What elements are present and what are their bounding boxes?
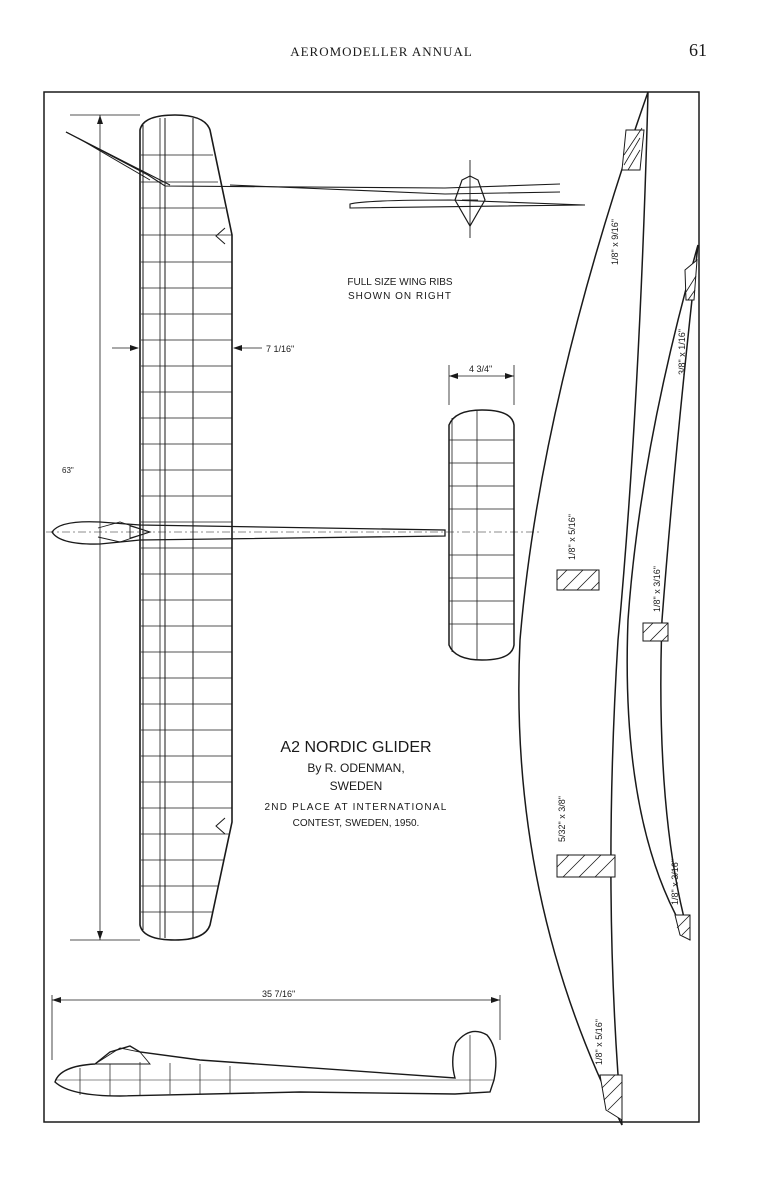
wing-plan-view: [140, 115, 232, 940]
main-rib-front-spar-label: 1/8" x 5/16": [567, 514, 577, 560]
note-line-2: SHOWN ON RIGHT: [348, 291, 452, 302]
front-view: [66, 132, 585, 238]
main-rib-trailing-spar-label: 1/8" x 5/16": [594, 1019, 604, 1065]
main-rib-mid-spar-label: 5/32" x 3/8": [557, 796, 567, 842]
wing-ribs: [141, 155, 232, 912]
author: By R. ODENMAN,: [307, 761, 405, 775]
tailplane: [449, 364, 514, 660]
drawing-frame: [44, 92, 699, 1122]
note-line-1: FULL SIZE WING RIBS: [347, 277, 453, 288]
fuselage-length-label: 35 7/16": [262, 989, 296, 999]
page-number: 61: [689, 40, 707, 60]
wing-chord-label: 7 1/16": [266, 344, 295, 354]
award-line-2: CONTEST, SWEDEN, 1950.: [292, 818, 420, 829]
running-head: AEROMODELLER ANNUAL: [290, 44, 473, 59]
award-line-1: 2ND PLACE AT INTERNATIONAL: [264, 802, 448, 813]
title: A2 NORDIC GLIDER: [280, 739, 432, 756]
tip-rib-tail-spar-label: 3/8" x 1/16": [677, 329, 687, 375]
tail-chord-label: 4 3/4": [469, 364, 493, 374]
tip-rib-spar-label: 1/8" x 9/16": [610, 219, 620, 265]
side-view: [52, 989, 500, 1096]
tail-rib-spar-label: 1/8" x 3/16": [652, 566, 662, 612]
fuselage-top-view: [46, 522, 540, 544]
wingspan-label: 63": [62, 466, 74, 475]
country: SWEDEN: [329, 779, 383, 793]
tail-rib-trailing-spar-label: 1/8" x 3/16": [670, 859, 680, 905]
